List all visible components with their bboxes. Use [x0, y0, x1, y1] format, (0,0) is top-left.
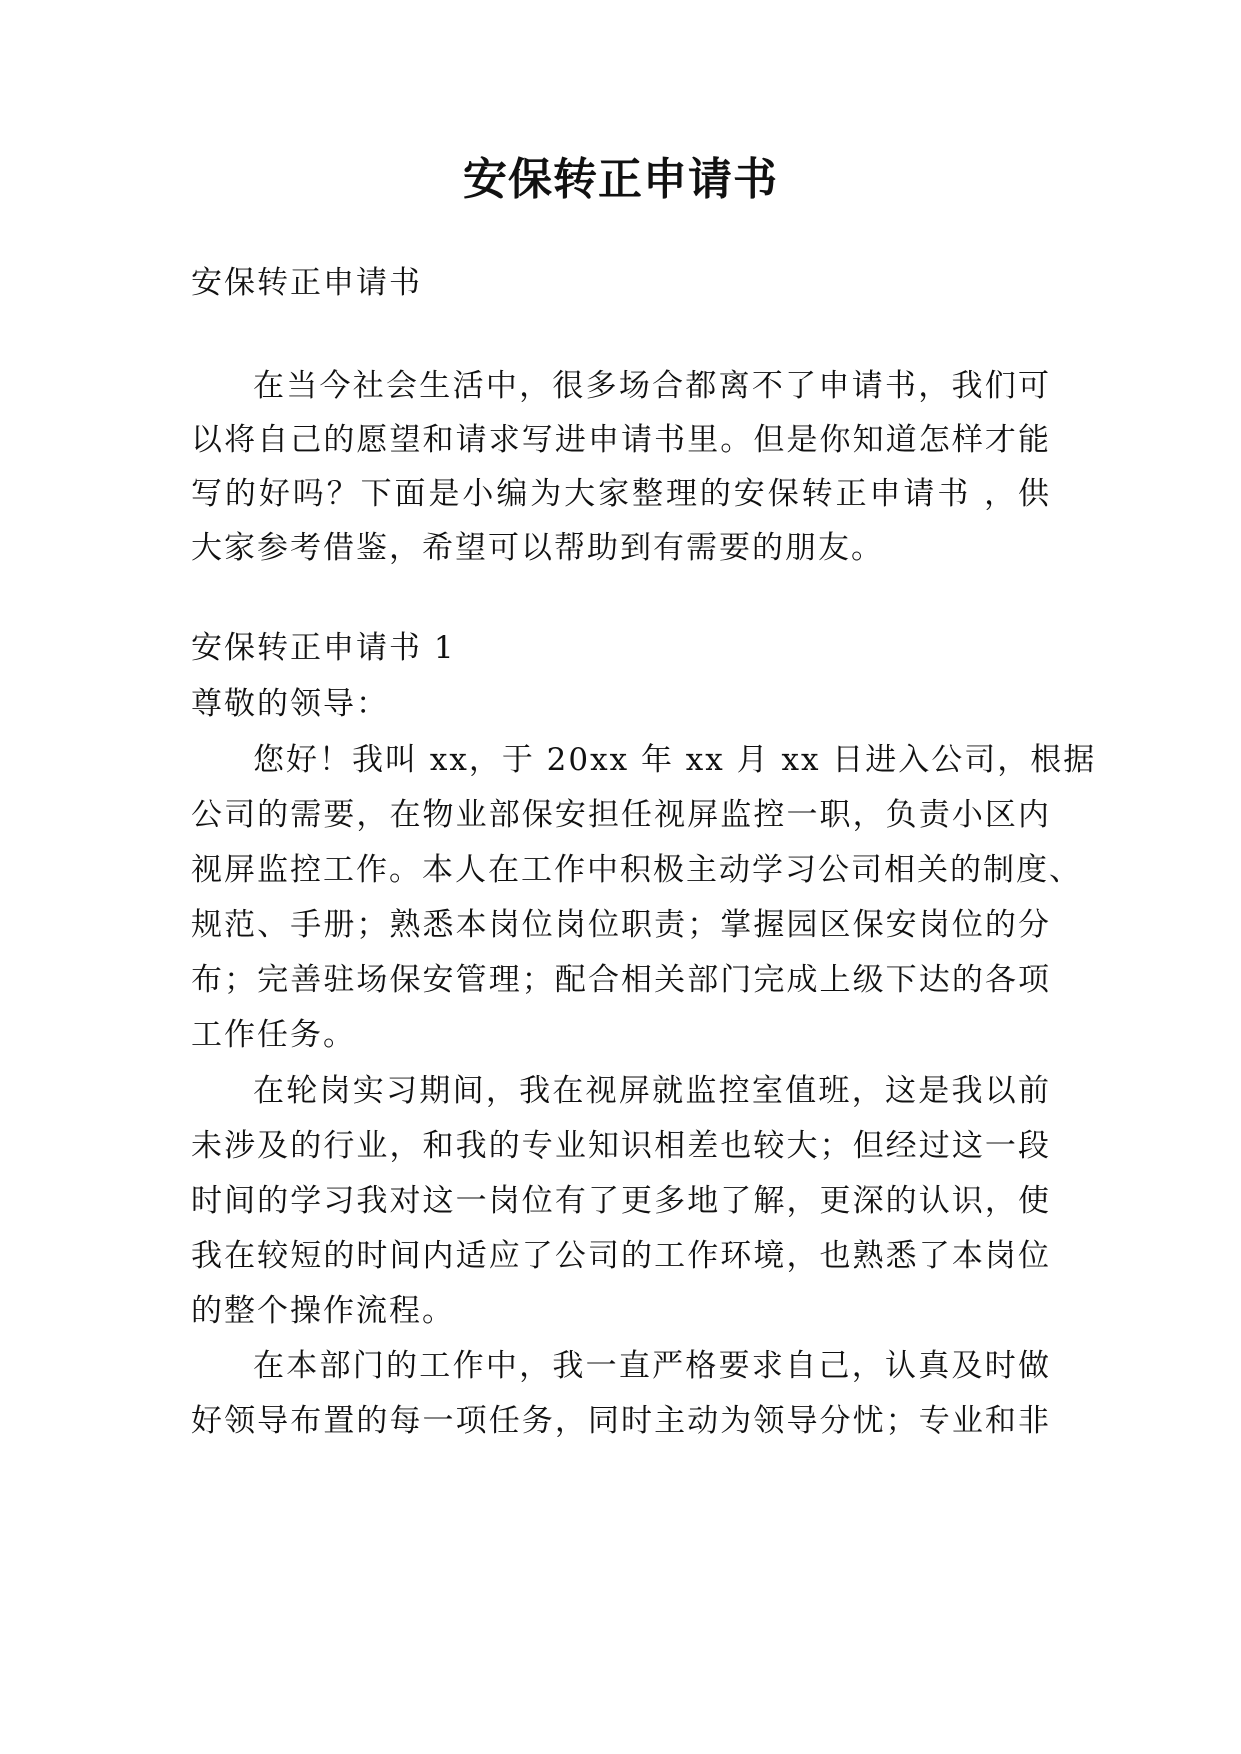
- paragraph-1-line-1: 您好！我叫 xx，于 20xx 年 xx 月 xx 日进入公司，根据: [253, 742, 1097, 778]
- intro-line-2: 以将自己的愿望和请求写进申请书里。但是你知道怎样才能: [191, 422, 1051, 458]
- intro-line-4: 大家参考借鉴，希望可以帮助到有需要的朋友。: [191, 530, 884, 566]
- salutation: 尊敬的领导：: [191, 686, 389, 722]
- document-title: 安保转正申请书: [463, 154, 778, 205]
- paragraph-2-line-5: 的整个操作流程。: [191, 1293, 455, 1329]
- document-subtitle: 安保转正申请书: [191, 265, 422, 301]
- paragraph-2-line-3: 时间的学习我对这一岗位有了更多地了解，更深的认识，使: [191, 1183, 1051, 1219]
- paragraph-3-line-2: 好领导布置的每一项任务，同时主动为领导分忧；专业和非: [191, 1403, 1051, 1439]
- paragraph-2-line-1: 在轮岗实习期间，我在视屏就监控室值班，这是我以前: [253, 1073, 1051, 1109]
- section-heading: 安保转正申请书 1: [191, 630, 456, 666]
- paragraph-1-line-3: 视屏监控工作。本人在工作中积极主动学习公司相关的制度、: [191, 852, 1082, 888]
- intro-line-3: 写的好吗？下面是小编为大家整理的安保转正申请书 ，供: [191, 476, 1051, 512]
- intro-line-1: 在当今社会生活中，很多场合都离不了申请书，我们可: [253, 368, 1051, 404]
- paragraph-2-line-2: 未涉及的行业，和我的专业知识相差也较大；但经过这一段: [191, 1128, 1051, 1164]
- paragraph-1-line-6: 工作任务。: [191, 1017, 356, 1053]
- paragraph-1-line-2: 公司的需要，在物业部保安担任视屏监控一职，负责小区内: [191, 797, 1051, 833]
- paragraph-3-line-1: 在本部门的工作中，我一直严格要求自己，认真及时做: [253, 1348, 1051, 1384]
- paragraph-1-line-4: 规范、手册；熟悉本岗位岗位职责；掌握园区保安岗位的分: [191, 907, 1051, 943]
- paragraph-1-line-5: 布；完善驻场保安管理；配合相关部门完成上级下达的各项: [191, 962, 1051, 998]
- paragraph-2-line-4: 我在较短的时间内适应了公司的工作环境，也熟悉了本岗位: [191, 1238, 1051, 1274]
